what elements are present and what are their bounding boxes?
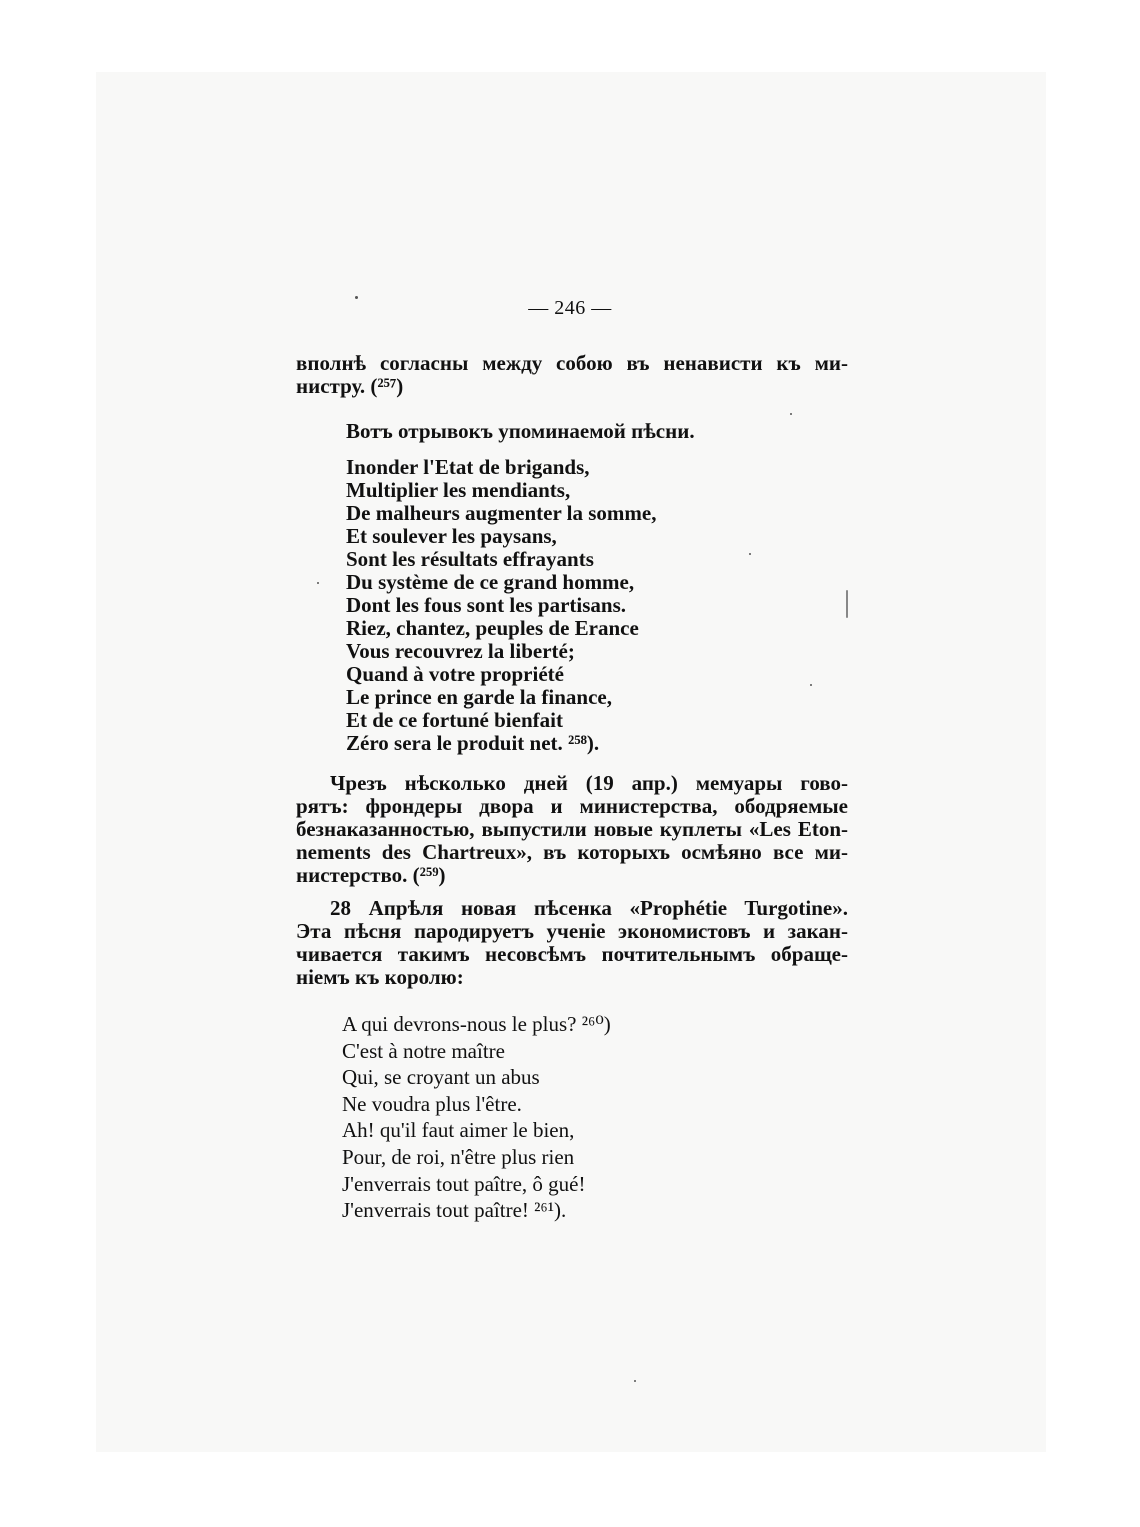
- verse-line: Zéro sera le produit net. ²⁵⁸).: [346, 731, 600, 755]
- verse-intro: Вотъ отрывокъ упоминаемой пѣсни.: [346, 419, 695, 443]
- verse-2: [342, 1011, 611, 1224]
- verse-line: Qui, se croyant un abus: [342, 1065, 540, 1090]
- paragraph-line: 28 Апрѣля новая пѣсенка «Prophétie Turgotine».: [330, 896, 848, 920]
- verse-line: Inonder l'Etat de brigands,: [346, 455, 590, 479]
- verse-line: Pour, de roi, n'être plus rien: [342, 1144, 575, 1169]
- scan-speck: [355, 296, 358, 299]
- scan-speck: [846, 590, 848, 618]
- paragraph-line: Эта пѣсня пародируетъ ученіе экономистовъ и закан-: [296, 919, 848, 943]
- paragraph-line: нистру. (²⁵⁷): [296, 374, 404, 398]
- verse-line: Et de ce fortuné bienfait: [346, 708, 563, 732]
- verse-line: A qui devrons-nous le plus? ²⁶⁰): [342, 1012, 611, 1036]
- verse-line: Le prince en garde la finance,: [346, 685, 612, 709]
- paragraph-line: nements des Chartreux», въ которыхъ осмѣяно все ми-: [296, 840, 848, 864]
- paragraph-line: чивается такимъ несовсѣмъ почтительнымъ обраще-: [296, 942, 848, 966]
- verse-line: J'enverrais tout paître! ²⁶¹).: [342, 1198, 567, 1223]
- verse-line: Quand à votre propriété: [346, 662, 564, 686]
- scan-speck: [634, 1380, 636, 1382]
- verse-line: J'enverrais tout paître, ô gué!: [342, 1171, 586, 1196]
- verse-line: Ne voudra plus l'être.: [342, 1091, 522, 1116]
- scan-speck: [790, 413, 792, 415]
- scan-speck: [749, 553, 751, 555]
- paragraph-1: [296, 352, 848, 398]
- paragraph-2: [296, 772, 848, 887]
- paragraph-line: ніемъ къ королю:: [296, 965, 464, 989]
- verse-1: [346, 456, 656, 755]
- page-number: — 246 —: [528, 297, 612, 319]
- paragraph-line: Чрезъ нѣсколько дней (19 апр.) мемуары гово-: [330, 771, 848, 795]
- verse-line: Vous recouvrez la liberté;: [346, 639, 575, 663]
- scan-speck: [810, 684, 812, 686]
- verse-line: Du système de ce grand homme,: [346, 570, 635, 594]
- paragraph-3: [296, 897, 848, 989]
- paragraph-line: рятъ: фрондеры двора и министерства, ободряемые: [296, 794, 848, 818]
- paragraph-line: нистерство. (²⁵⁹): [296, 863, 446, 887]
- paragraph-line: вполнѣ согласны между собою въ ненависти къ ми-: [296, 351, 848, 375]
- verse-line: Dont les fous sont les partisans.: [346, 593, 627, 617]
- verse-line: Et soulever les paysans,: [346, 524, 557, 548]
- verse-line: Ah! qu'il faut aimer le bien,: [342, 1118, 575, 1143]
- page-sheet: [96, 72, 1046, 1452]
- paragraph-line: безнаказанностью, выпустили новые куплеты «Les Eton-: [296, 817, 848, 841]
- verse-line: Riez, chantez, peuples de Erance: [346, 616, 639, 640]
- scan-speck: [317, 582, 319, 584]
- verse-line: C'est à notre maître: [342, 1038, 505, 1063]
- verse-line: Sont les résultats effrayants: [346, 547, 594, 571]
- verse-line: De malheurs augmenter la somme,: [346, 501, 657, 525]
- verse-line: Multiplier les mendiants,: [346, 478, 571, 502]
